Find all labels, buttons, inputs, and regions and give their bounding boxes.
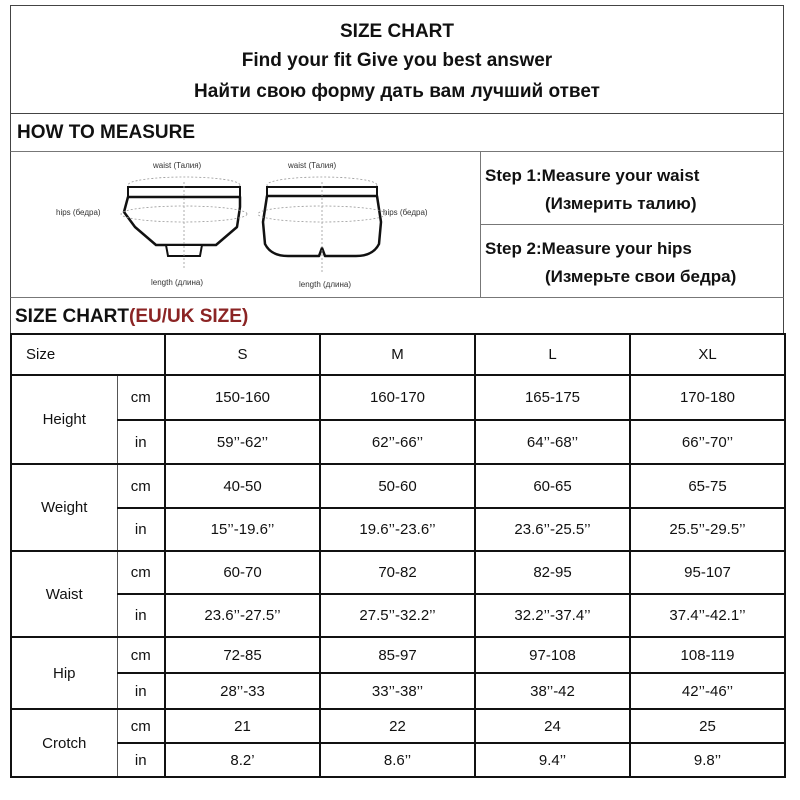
size-chart-title-main: SIZE CHART: [15, 306, 129, 327]
row-label-crotch: Crotch: [11, 709, 117, 777]
unit-cell: in: [117, 420, 165, 464]
table-row-crotch-cm: [11, 709, 785, 743]
unit-cell: cm: [117, 375, 165, 420]
value-cell: 8.6’’: [320, 743, 475, 777]
value-cell: 59’’-62’’: [165, 420, 320, 464]
boxer-length-label: length (длина): [299, 280, 352, 289]
size-table-body: [11, 334, 785, 777]
value-cell: 170-180: [630, 375, 785, 420]
table-row-waist-in: [11, 594, 785, 637]
boxer-waist-label: waist (Талия): [288, 161, 337, 170]
brief-waist-label: waist (Талия): [153, 161, 202, 170]
value-cell: 25.5’’-29.5’’: [630, 508, 785, 551]
table-row-hip-cm: [11, 637, 785, 673]
table-row-crotch-in: [11, 743, 785, 777]
value-cell: 9.8’’: [630, 743, 785, 777]
table-row-weight-in: [11, 508, 785, 551]
value-cell: 8.2’: [165, 743, 320, 777]
value-cell: 33’’-38’’: [320, 673, 475, 709]
size-chart-title-region: (EU/UK SIZE): [129, 306, 249, 327]
value-cell: 9.4’’: [475, 743, 630, 777]
size-header-label: Size: [11, 334, 165, 375]
value-cell: 108-119: [630, 637, 785, 673]
value-cell: 70-82: [320, 551, 475, 594]
brief-hips-label: hips (бедра): [56, 208, 101, 217]
value-cell: 42’’-46’’: [630, 673, 785, 709]
value-cell: 82-95: [475, 551, 630, 594]
row-label-hip: Hip: [11, 637, 117, 709]
header-subtitle-en: Find your fit Give you best answer: [241, 50, 553, 71]
value-cell: 65-75: [630, 464, 785, 508]
unit-cell: in: [117, 743, 165, 777]
value-cell: 150-160: [165, 375, 320, 420]
size-header-m: M: [320, 334, 475, 375]
value-cell: 50-60: [320, 464, 475, 508]
value-cell: 85-97: [320, 637, 475, 673]
measure-diagram: [11, 152, 477, 297]
value-cell: 22: [320, 709, 475, 743]
header-subtitle-ru: Найти свою форму дать вам лучший ответ: [194, 81, 600, 102]
value-cell: 40-50: [165, 464, 320, 508]
header-title: SIZE CHART: [340, 21, 454, 42]
value-cell: 64’’-68’’: [475, 420, 630, 464]
value-cell: 19.6’’-23.6’’: [320, 508, 475, 551]
table-row-height-cm: [11, 375, 785, 420]
value-cell: 95-107: [630, 551, 785, 594]
value-cell: 97-108: [475, 637, 630, 673]
value-cell: 38’’-42: [475, 673, 630, 709]
table-row-hip-in: [11, 673, 785, 709]
step-2-title: Step 2:Measure your hips: [485, 239, 692, 258]
value-cell: 21: [165, 709, 320, 743]
value-cell: 25: [630, 709, 785, 743]
table-row-waist-cm: [11, 551, 785, 594]
size-chart-page: [10, 5, 784, 790]
unit-cell: cm: [117, 551, 165, 594]
table-row-weight-cm: [11, 464, 785, 508]
value-cell: 15’’-19.6’’: [165, 508, 320, 551]
step-1-title: Step 1:Measure your waist: [485, 166, 700, 185]
brief-length-label: length (длина): [151, 278, 204, 287]
value-cell: 23.6’’-25.5’’: [475, 508, 630, 551]
how-to-measure-header: [10, 113, 784, 152]
size-header-s: S: [165, 334, 320, 375]
header-box: [10, 5, 784, 114]
value-cell: 37.4’’-42.1’’: [630, 594, 785, 637]
unit-cell: cm: [117, 709, 165, 743]
step-1: [481, 152, 784, 225]
value-cell: 62’’-66’’: [320, 420, 475, 464]
size-chart-header: [10, 298, 784, 333]
boxer-hips-label: hips (бедра): [383, 208, 428, 217]
step-2-subtitle: (Измерьте свои бедра): [545, 267, 737, 286]
unit-cell: cm: [117, 464, 165, 508]
value-cell: 60-70: [165, 551, 320, 594]
unit-cell: cm: [117, 637, 165, 673]
size-header-xl: XL: [630, 334, 785, 375]
row-label-weight: Weight: [11, 464, 117, 551]
brief-illustration: [56, 161, 247, 287]
size-chart-title: [15, 306, 248, 328]
size-table: [10, 333, 786, 778]
unit-cell: in: [117, 508, 165, 551]
row-label-height: Height: [11, 375, 117, 464]
value-cell: 72-85: [165, 637, 320, 673]
size-header-row: [11, 334, 785, 375]
value-cell: 27.5’’-32.2’’: [320, 594, 475, 637]
value-cell: 24: [475, 709, 630, 743]
value-cell: 28’’-33: [165, 673, 320, 709]
unit-cell: in: [117, 673, 165, 709]
value-cell: 60-65: [475, 464, 630, 508]
step-2: [481, 225, 784, 297]
underwear-diagram-svg: [11, 152, 477, 297]
value-cell: 32.2’’-37.4’’: [475, 594, 630, 637]
measure-steps: [480, 152, 784, 297]
step-1-subtitle: (Измерить талию): [545, 194, 697, 213]
row-label-waist: Waist: [11, 551, 117, 637]
value-cell: 165-175: [475, 375, 630, 420]
value-cell: 23.6’’-27.5’’: [165, 594, 320, 637]
how-to-measure-section: [10, 152, 784, 298]
table-row-height-in: [11, 420, 785, 464]
size-header-l: L: [475, 334, 630, 375]
unit-cell: in: [117, 594, 165, 637]
boxer-illustration: [258, 161, 428, 289]
how-to-measure-title: HOW TO MEASURE: [17, 122, 196, 143]
value-cell: 160-170: [320, 375, 475, 420]
value-cell: 66’’-70’’: [630, 420, 785, 464]
